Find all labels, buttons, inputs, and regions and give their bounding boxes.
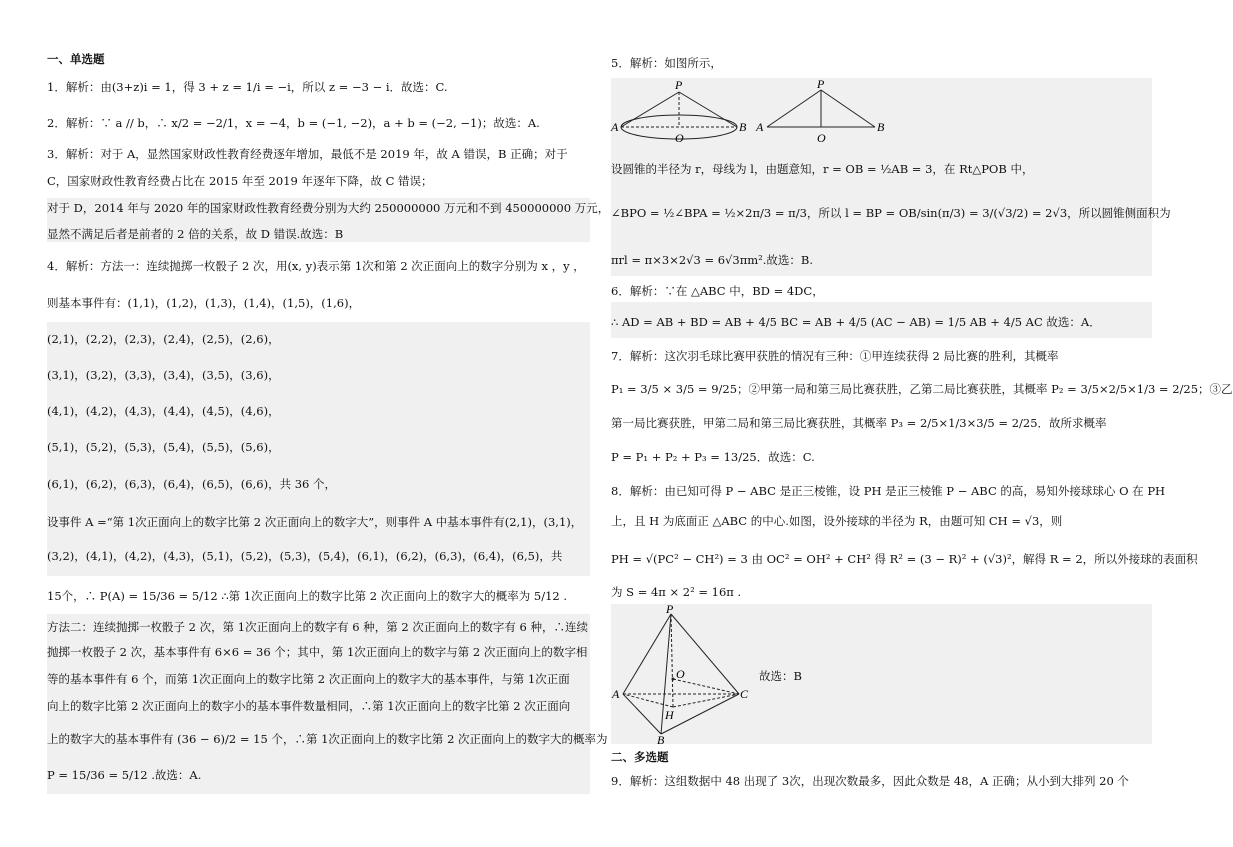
label-O: O	[675, 131, 684, 145]
cone-diagram	[611, 78, 885, 148]
answer-line: 等的基本事件有 6 个，而第 1次正面向上的数字比第 2 次正面向上的数字大的基本事件，与第 1次正面	[47, 672, 570, 686]
answer-line: 2．解析：∵ a // b，∴ x/2 = −2/1，x = −4，b = (−1, −2)，a + b = (−2, −1)；故选：A.	[47, 116, 540, 130]
answer-line: 抛掷一枚骰子 2 次，基本事件有 6×6 = 36 个；其中，第 1次正面向上的数字与第 2 次正面向上的数字相	[47, 645, 588, 659]
answer-line: (3,2)，(4,1)，(4,2)，(4,3)，(5,1)，(5,2)，(5,3)，(5,4)，(6,1)，(6,2)，(6,3)，(6,4)，(6,5)，共	[47, 549, 563, 563]
shaded-block	[885, 78, 1152, 148]
answer-line: 4．解析：方法一：连续抛掷一枚骰子 2 次，用(x, y)表示第 1次和第 2 次正面向上的数字分别为 x ，y ，	[47, 259, 585, 273]
answer-line: 显然不满足后者是前者的 2 倍的关系，故 D 错误.故选：B	[47, 227, 344, 241]
answer-line: 7．解析：这次羽毛球比赛甲获胜的情况有三种：①甲连续获得 2 局比赛的胜利，其概率	[611, 349, 1059, 363]
answer-line: (5,1)，(5,2)，(5,3)，(5,4)，(5,5)，(5,6)，	[47, 440, 280, 454]
answer-line: P = P₁ + P₂ + P₃ = 13/25．故选：C.	[611, 450, 815, 464]
section-heading-single-choice: 一、单选题	[47, 52, 105, 66]
answer-line: 则基本事件有：(1,1)，(1,2)，(1,3)，(1,4)，(1,5)，(1,6)，	[47, 296, 361, 310]
pyramid-diagram	[611, 602, 751, 747]
answer-line: (4,1)，(4,2)，(4,3)，(4,4)，(4,5)，(4,6)，	[47, 404, 280, 418]
answer-line: 6．解析：∵在 △ABC 中，BD = 4DC，	[611, 284, 824, 298]
answer-line: 为 S = 4π × 2² = 16π .	[611, 585, 742, 599]
answer-line: PH = √(PC² − CH²) = 3 由 OC² = OH² + CH² 得 R² = (3 − R)² + (√3)²，解得 R = 2，所以外接球的表面积	[611, 552, 1198, 566]
answer-line: 故选：B	[759, 669, 802, 683]
answer-line: 第一局比赛获胜，甲第二局和第三局比赛获胜，其概率 P₃ = 2/5×1/3×3/5 = 2/25．故所求概率	[611, 416, 1107, 430]
label-A: A	[612, 687, 620, 701]
label-P: P	[817, 77, 825, 91]
answer-line: 设圆锥的半径为 r，母线为 l，由题意知，r = OB = ½AB = 3，在 Rt△POB 中，	[611, 162, 1034, 176]
answer-line: (3,1)，(3,2)，(3,3)，(3,4)，(3,5)，(3,6)，	[47, 368, 280, 382]
answer-line: 3．解析：对于 A，显然国家财政性教育经费逐年增加，最低不是 2019 年，故 A 错误，B 正确；对于	[47, 147, 568, 161]
label-P: P	[666, 602, 674, 616]
answer-line: πrl = π×3×2√3 = 6√3πm².故选：B.	[611, 253, 814, 267]
section-heading-multiple-choice: 二、多选题	[611, 750, 669, 764]
answer-line: P₁ = 3/5 × 3/5 = 9/25；②甲第一局和第三局比赛获胜，乙第二局比赛获胜，其概率 P₂ = 3/5×2/5×1/3 = 2/25；③乙	[611, 382, 1233, 396]
answer-line: (2,1)，(2,2)，(2,3)，(2,4)，(2,5)，(2,6)，	[47, 332, 280, 346]
answer-line: 15个，∴ P(A) = 15/36 = 5/12 ∴第 1次正面向上的数字比第 2 次正面向上的数字大的概率为 5/12 .	[47, 589, 568, 603]
answer-line: 8．解析：由已知可得 P − ABC 是正三棱锥，设 PH 是正三棱锥 P − ABC 的高，易知外接球球心 O 在 PH	[611, 484, 1166, 498]
answer-line: 方法二：连续抛掷一枚骰子 2 次，第 1次正面向上的数字有 6 种，第 2 次正面向上的数字有 6 种，∴连续	[47, 620, 588, 634]
answer-line: C，国家财政性教育经费占比在 2015 年至 2019 年逐年下降，故 C 错误；	[47, 174, 433, 188]
answer-line: 上的数字大的基本事件有 (36 − 6)/2 = 15 个，∴第 1次正面向上的数字比第 2 次正面向上的数字大的概率为	[47, 732, 608, 746]
label-H: H	[665, 708, 674, 722]
answer-line: P = 15/36 = 5/12 .故选：A.	[47, 768, 202, 782]
label-B: B	[657, 733, 665, 747]
label-P: P	[675, 78, 683, 92]
answer-line: 对于 D，2014 年与 2020 年的国家财政性教育经费分别为大约 250000000 万元和不到 450000000 万元，	[47, 201, 610, 215]
answer-line: 上，且 H 为底面正 △ABC 的中心.如图，设外接球的半径为 R，由题可知 CH = √3，则	[611, 514, 1063, 528]
answer-line: 向上的数字比第 2 次正面向上的数字小的基本事件数量相同，∴第 1次正面向上的数字比第 2 次正面向	[47, 699, 571, 713]
answer-line: (6,1)，(6,2)，(6,3)，(6,4)，(6,5)，(6,6)，共 36 个，	[47, 477, 337, 491]
label-C: C	[740, 687, 749, 701]
label-O: O	[817, 131, 826, 145]
label-B: B	[739, 120, 747, 134]
answer-line: 9．解析：这组数据中 48 出现了 3次，出现次数最多，因此众数是 48，A 正确；从小到大排列 20 个	[611, 774, 1129, 788]
pyramid-figure	[611, 602, 751, 747]
label-A: A	[611, 120, 619, 134]
answer-line: 1．解析：由(3+z)i = 1，得 3 + z = 1/i = −i，所以 z = −3 − i．故选：C.	[47, 80, 448, 94]
label-A: A	[756, 120, 764, 134]
label-O: O	[676, 667, 685, 681]
answer-line: ∠BPO = ½∠BPA = ½×2π/3 = π/3，所以 l = BP = OB/sin(π/3) = 3/(√3/2) = 2√3，所以圆锥侧面积为	[611, 206, 1171, 220]
label-B: B	[877, 120, 885, 134]
answer-line: ∴ AD = AB + BD = AB + 4/5 BC = AB + 4/5 (AC − AB) = 1/5 AB + 4/5 AC 故选：A．	[611, 315, 1101, 329]
answer-line: 5．解析：如图所示，	[611, 56, 722, 70]
cone-figure	[611, 78, 885, 148]
answer-line: 设事件 A =“第 1次正面向上的数字比第 2 次正面向上的数字大”，则事件 A 中基本事件有(2,1)，(3,1)，	[47, 515, 583, 529]
